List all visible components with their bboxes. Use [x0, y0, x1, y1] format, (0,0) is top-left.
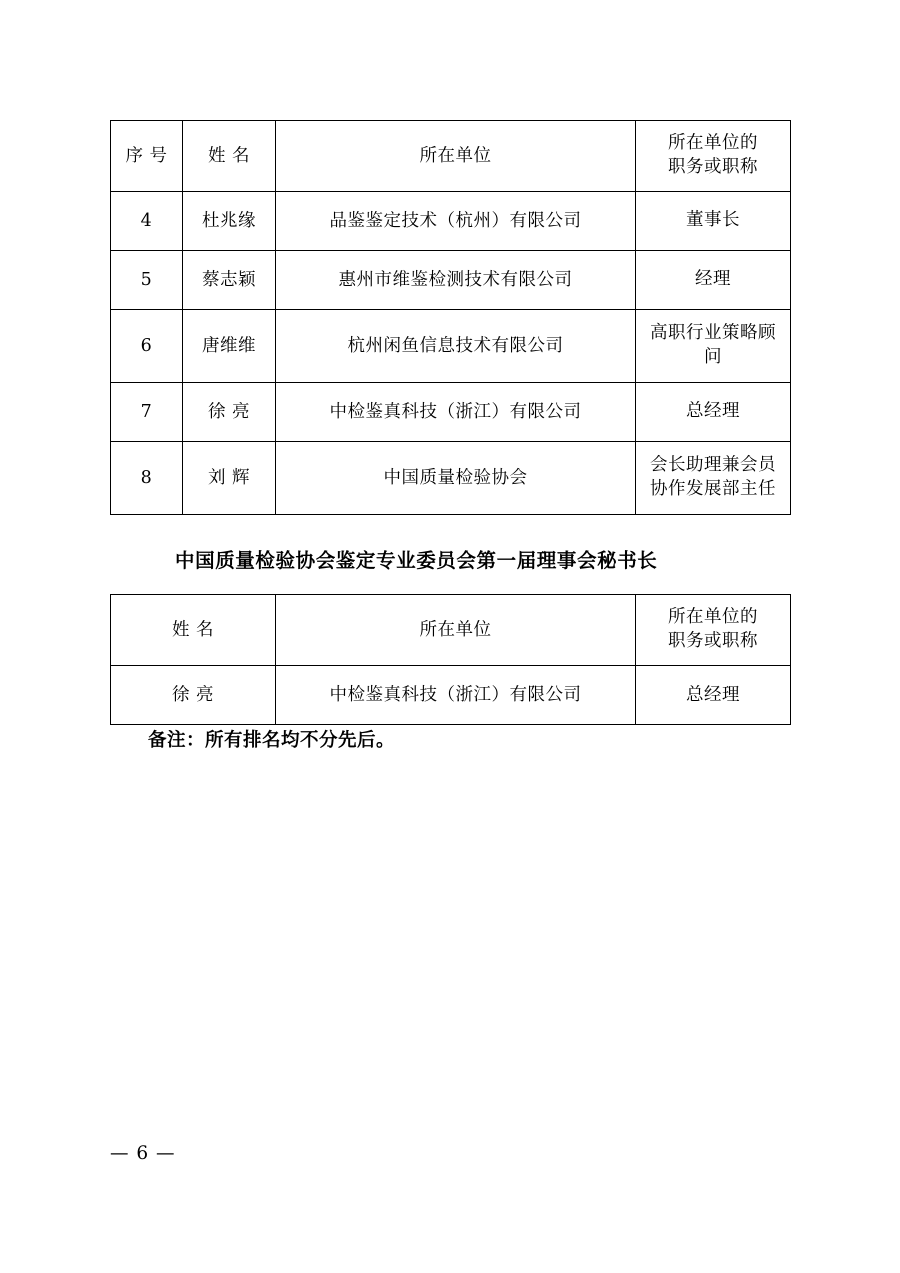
header-title-line2: 职务或职称 [668, 631, 758, 651]
cell-title-line1: 会长助理兼会员 [650, 455, 776, 476]
table-header-row [111, 595, 791, 666]
cell-index: 8 [111, 442, 183, 515]
cell-org: 杭州闲鱼信息技术有限公司 [276, 310, 636, 383]
cell-name: 徐 亮 [111, 666, 276, 725]
table-header-row [111, 121, 791, 192]
cell-title [636, 442, 791, 515]
cell-title-line2: 问 [704, 347, 722, 367]
header-title-line2: 职务或职称 [668, 157, 758, 177]
cell-title [636, 383, 791, 442]
header-org: 所在单位 [276, 121, 636, 192]
header-title-line1: 所在单位的 [668, 607, 758, 628]
members-table-body [111, 192, 791, 515]
table-row [111, 310, 791, 383]
cell-org: 品鉴鉴定技术（杭州）有限公司 [276, 192, 636, 251]
cell-title-line2: 协作发展部主任 [650, 479, 776, 499]
header-title-line1: 所在单位的 [668, 133, 758, 154]
cell-name: 刘 辉 [183, 442, 276, 515]
cell-title-line1: 董事长 [686, 210, 740, 231]
header-title [636, 121, 791, 192]
table-row [111, 666, 791, 725]
cell-title-line1: 总经理 [686, 401, 740, 422]
cell-index: 7 [111, 383, 183, 442]
secretary-table-header [111, 595, 791, 666]
header-index: 序 号 [111, 121, 183, 192]
cell-org: 中国质量检验协会 [276, 442, 636, 515]
cell-org: 中检鉴真科技（浙江）有限公司 [276, 666, 636, 725]
table-row [111, 251, 791, 310]
cell-name: 唐维维 [183, 310, 276, 383]
cell-index: 5 [111, 251, 183, 310]
header-name: 姓 名 [183, 121, 276, 192]
table-row [111, 442, 791, 515]
cell-index: 6 [111, 310, 183, 383]
cell-title-line1: 经理 [695, 269, 731, 290]
cell-name: 杜兆缘 [183, 192, 276, 251]
header-name: 姓 名 [111, 595, 276, 666]
cell-org: 中检鉴真科技（浙江）有限公司 [276, 383, 636, 442]
cell-title: 总经理 [636, 666, 791, 725]
secretary-table [110, 594, 791, 725]
page-number: — 6 — [110, 1143, 176, 1164]
cell-org: 惠州市维鉴检测技术有限公司 [276, 251, 636, 310]
cell-title [636, 192, 791, 251]
members-table [110, 120, 791, 515]
header-org: 所在单位 [276, 595, 636, 666]
cell-name: 蔡志颖 [183, 251, 276, 310]
cell-index: 4 [111, 192, 183, 251]
cell-title [636, 310, 791, 383]
cell-title [636, 251, 791, 310]
cell-name: 徐 亮 [183, 383, 276, 442]
note-text: 备注：所有排名均不分先后。 [148, 730, 396, 751]
secretary-table-body [111, 666, 791, 725]
header-title [636, 595, 791, 666]
secretary-section-heading: 中国质量检验协会鉴定专业委员会第一届理事会秘书长 [175, 549, 658, 572]
table-row [111, 192, 791, 251]
cell-title-line1: 高职行业策略顾 [650, 323, 776, 344]
members-table-header [111, 121, 791, 192]
table-row [111, 383, 791, 442]
